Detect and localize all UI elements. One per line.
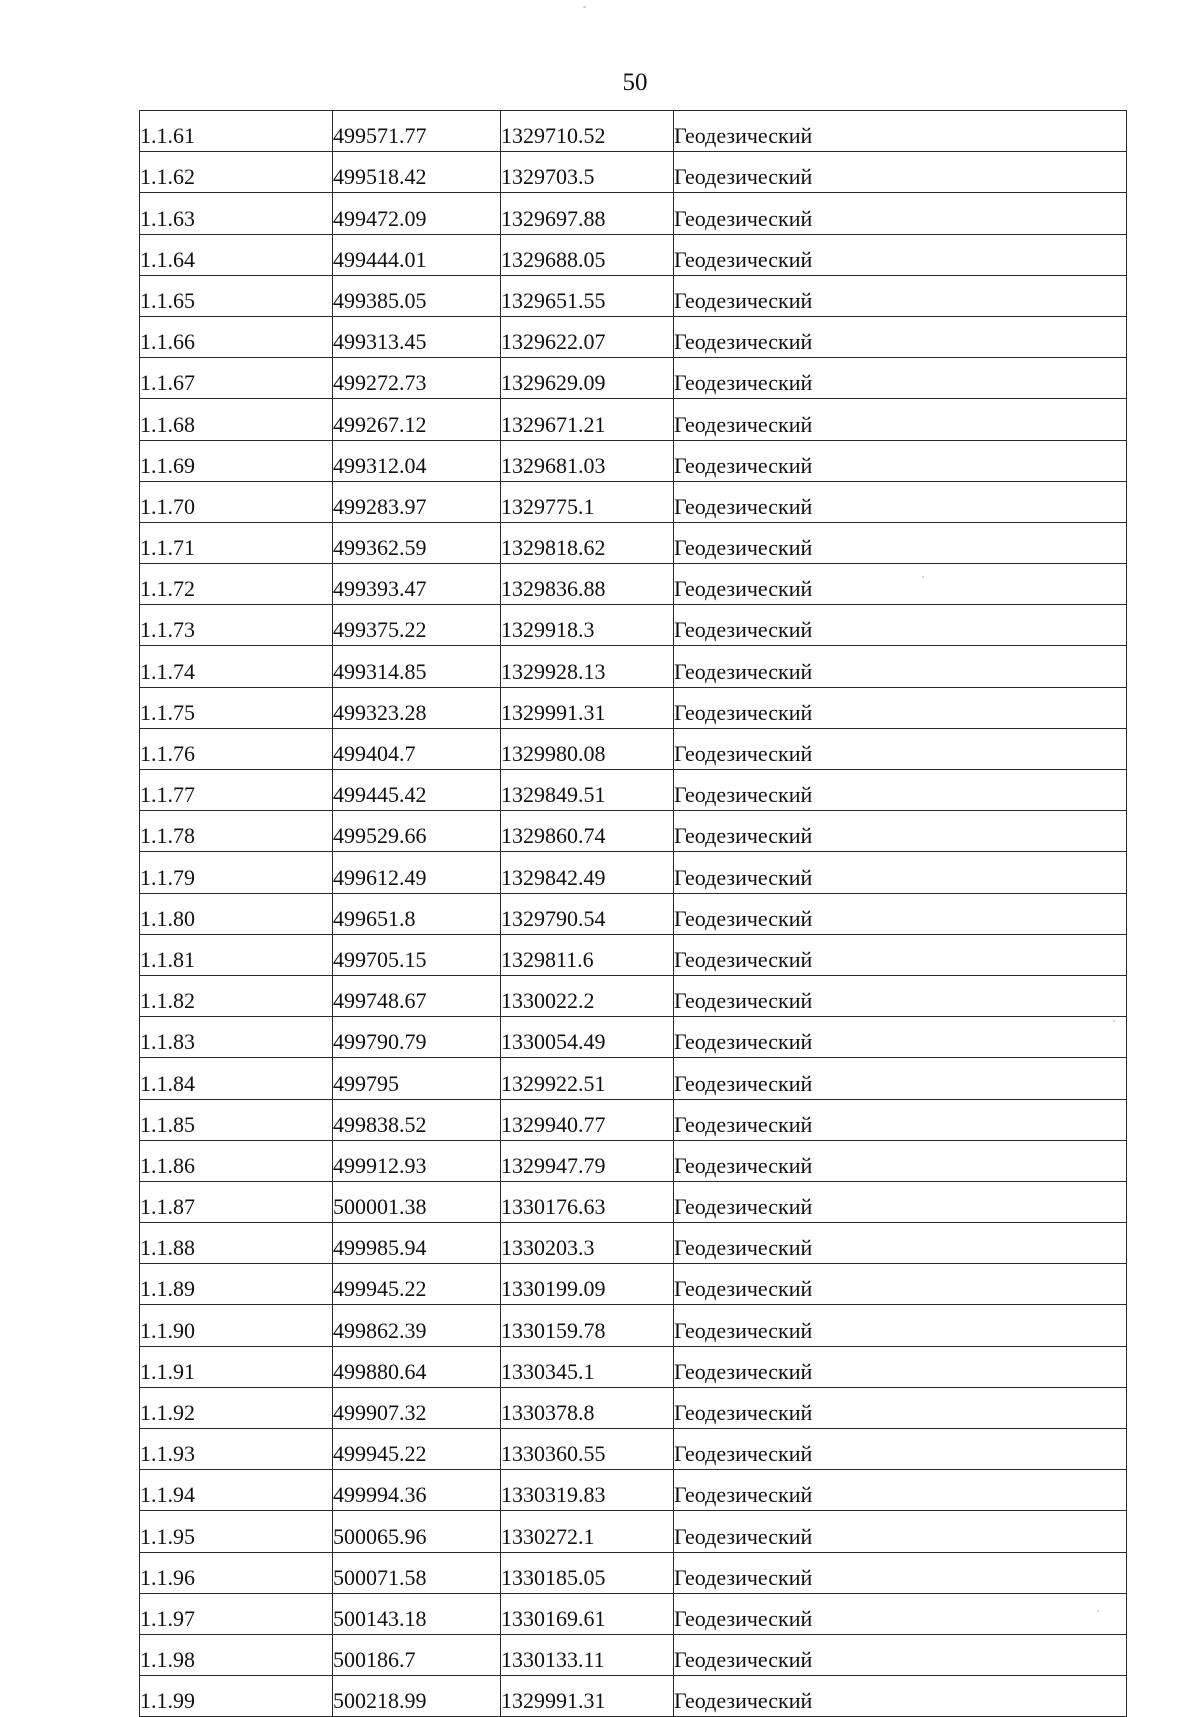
table-row [140,852,1127,893]
table-row [140,646,1127,687]
x-coordinate-cell: 499838.52 [333,1099,501,1140]
table-row [140,1676,1127,1717]
method-cell: Геодезический [674,1634,1127,1675]
x-coordinate-cell: 500001.38 [333,1181,501,1222]
method-cell: Геодезический [674,893,1127,934]
coordinates-table [139,110,1127,1717]
x-coordinate-cell: 499612.49 [333,852,501,893]
table-row [140,1470,1127,1511]
y-coordinate-cell: 1330272.1 [501,1511,674,1552]
point-number-cell: 1.1.85 [140,1099,333,1140]
point-number-cell: 1.1.68 [140,399,333,440]
table-row [140,1346,1127,1387]
point-number-cell: 1.1.87 [140,1181,333,1222]
point-number-cell: 1.1.62 [140,152,333,193]
x-coordinate-cell: 499472.09 [333,193,501,234]
point-number-cell: 1.1.71 [140,522,333,563]
x-coordinate-cell: 499312.04 [333,440,501,481]
method-cell: Геодезический [674,811,1127,852]
x-coordinate-cell: 500218.99 [333,1676,501,1717]
x-coordinate-cell: 499748.67 [333,975,501,1016]
x-coordinate-cell: 499272.73 [333,358,501,399]
point-number-cell: 1.1.63 [140,193,333,234]
table-row [140,1634,1127,1675]
point-number-cell: 1.1.72 [140,564,333,605]
x-coordinate-cell: 499862.39 [333,1305,501,1346]
scan-speck [922,576,924,578]
x-coordinate-cell: 500186.7 [333,1634,501,1675]
point-number-cell: 1.1.84 [140,1058,333,1099]
point-number-cell: 1.1.75 [140,687,333,728]
table-row [140,358,1127,399]
y-coordinate-cell: 1329775.1 [501,481,674,522]
table-row [140,1017,1127,1058]
table-row [140,1264,1127,1305]
point-number-cell: 1.1.99 [140,1676,333,1717]
y-coordinate-cell: 1329991.31 [501,687,674,728]
y-coordinate-cell: 1329703.5 [501,152,674,193]
x-coordinate-cell: 499385.05 [333,275,501,316]
method-cell: Геодезический [674,481,1127,522]
table-row [140,1140,1127,1181]
method-cell: Геодезический [674,1470,1127,1511]
table-row [140,1511,1127,1552]
x-coordinate-cell: 499907.32 [333,1387,501,1428]
method-cell: Геодезический [674,934,1127,975]
table-row [140,605,1127,646]
method-cell: Геодезический [674,1058,1127,1099]
y-coordinate-cell: 1330022.2 [501,975,674,1016]
x-coordinate-cell: 499362.59 [333,522,501,563]
y-coordinate-cell: 1330185.05 [501,1552,674,1593]
table-row [140,152,1127,193]
point-number-cell: 1.1.93 [140,1429,333,1470]
y-coordinate-cell: 1330054.49 [501,1017,674,1058]
point-number-cell: 1.1.67 [140,358,333,399]
scan-speck [1097,1610,1099,1612]
method-cell: Геодезический [674,275,1127,316]
x-coordinate-cell: 499283.97 [333,481,501,522]
method-cell: Геодезический [674,234,1127,275]
y-coordinate-cell: 1329947.79 [501,1140,674,1181]
y-coordinate-cell: 1329790.54 [501,893,674,934]
method-cell: Геодезический [674,728,1127,769]
table-row [140,1058,1127,1099]
x-coordinate-cell: 499790.79 [333,1017,501,1058]
point-number-cell: 1.1.97 [140,1593,333,1634]
method-cell: Геодезический [674,111,1127,152]
table-row [140,399,1127,440]
x-coordinate-cell: 499945.22 [333,1264,501,1305]
y-coordinate-cell: 1329710.52 [501,111,674,152]
y-coordinate-cell: 1330360.55 [501,1429,674,1470]
y-coordinate-cell: 1330345.1 [501,1346,674,1387]
method-cell: Геодезический [674,1346,1127,1387]
point-number-cell: 1.1.95 [140,1511,333,1552]
table-row [140,522,1127,563]
point-number-cell: 1.1.73 [140,605,333,646]
point-number-cell: 1.1.86 [140,1140,333,1181]
y-coordinate-cell: 1329860.74 [501,811,674,852]
method-cell: Геодезический [674,1017,1127,1058]
method-cell: Геодезический [674,770,1127,811]
x-coordinate-cell: 500065.96 [333,1511,501,1552]
point-number-cell: 1.1.69 [140,440,333,481]
table-row [140,1429,1127,1470]
x-coordinate-cell: 499571.77 [333,111,501,152]
table-row [140,440,1127,481]
table-row [140,1593,1127,1634]
x-coordinate-cell: 499444.01 [333,234,501,275]
y-coordinate-cell: 1329811.6 [501,934,674,975]
x-coordinate-cell: 499518.42 [333,152,501,193]
table-row [140,234,1127,275]
table-row [140,770,1127,811]
method-cell: Геодезический [674,687,1127,728]
x-coordinate-cell: 499267.12 [333,399,501,440]
x-coordinate-cell: 499651.8 [333,893,501,934]
method-cell: Геодезический [674,1223,1127,1264]
table-row [140,893,1127,934]
y-coordinate-cell: 1330199.09 [501,1264,674,1305]
y-coordinate-cell: 1330378.8 [501,1387,674,1428]
table-row [140,687,1127,728]
method-cell: Геодезический [674,1387,1127,1428]
x-coordinate-cell: 500143.18 [333,1593,501,1634]
x-coordinate-cell: 499994.36 [333,1470,501,1511]
method-cell: Геодезический [674,1099,1127,1140]
point-number-cell: 1.1.98 [140,1634,333,1675]
y-coordinate-cell: 1329928.13 [501,646,674,687]
table-row [140,1305,1127,1346]
x-coordinate-cell: 499945.22 [333,1429,501,1470]
table-row [140,275,1127,316]
method-cell: Геодезический [674,605,1127,646]
point-number-cell: 1.1.66 [140,316,333,357]
y-coordinate-cell: 1329980.08 [501,728,674,769]
x-coordinate-cell: 499323.28 [333,687,501,728]
method-cell: Геодезический [674,522,1127,563]
y-coordinate-cell: 1329622.07 [501,316,674,357]
method-cell: Геодезический [674,1305,1127,1346]
y-coordinate-cell: 1329681.03 [501,440,674,481]
x-coordinate-cell: 499795 [333,1058,501,1099]
point-number-cell: 1.1.79 [140,852,333,893]
table-row [140,934,1127,975]
y-coordinate-cell: 1330169.61 [501,1593,674,1634]
table-row [140,1552,1127,1593]
point-number-cell: 1.1.83 [140,1017,333,1058]
y-coordinate-cell: 1329836.88 [501,564,674,605]
point-number-cell: 1.1.81 [140,934,333,975]
y-coordinate-cell: 1330176.63 [501,1181,674,1222]
method-cell: Геодезический [674,399,1127,440]
table-row [140,481,1127,522]
method-cell: Геодезический [674,1181,1127,1222]
x-coordinate-cell: 500071.58 [333,1552,501,1593]
x-coordinate-cell: 499404.7 [333,728,501,769]
point-number-cell: 1.1.70 [140,481,333,522]
point-number-cell: 1.1.64 [140,234,333,275]
method-cell: Геодезический [674,646,1127,687]
method-cell: Геодезический [674,564,1127,605]
point-number-cell: 1.1.77 [140,770,333,811]
y-coordinate-cell: 1329651.55 [501,275,674,316]
point-number-cell: 1.1.82 [140,975,333,1016]
point-number-cell: 1.1.96 [140,1552,333,1593]
y-coordinate-cell: 1329688.05 [501,234,674,275]
method-cell: Геодезический [674,358,1127,399]
point-number-cell: 1.1.92 [140,1387,333,1428]
table-row [140,1223,1127,1264]
method-cell: Геодезический [674,440,1127,481]
point-number-cell: 1.1.74 [140,646,333,687]
y-coordinate-cell: 1329671.21 [501,399,674,440]
method-cell: Геодезический [674,852,1127,893]
scan-speck [1113,1020,1115,1022]
point-number-cell: 1.1.88 [140,1223,333,1264]
point-number-cell: 1.1.89 [140,1264,333,1305]
y-coordinate-cell: 1329918.3 [501,605,674,646]
y-coordinate-cell: 1329629.09 [501,358,674,399]
point-number-cell: 1.1.94 [140,1470,333,1511]
method-cell: Геодезический [674,1264,1127,1305]
x-coordinate-cell: 499985.94 [333,1223,501,1264]
x-coordinate-cell: 499393.47 [333,564,501,605]
scan-speck [583,6,586,8]
point-number-cell: 1.1.78 [140,811,333,852]
method-cell: Геодезический [674,975,1127,1016]
x-coordinate-cell: 499705.15 [333,934,501,975]
table-row [140,1181,1127,1222]
x-coordinate-cell: 499880.64 [333,1346,501,1387]
method-cell: Геодезический [674,316,1127,357]
coordinates-table-body [140,111,1127,1717]
y-coordinate-cell: 1330203.3 [501,1223,674,1264]
table-row [140,975,1127,1016]
method-cell: Геодезический [674,1676,1127,1717]
table-row [140,811,1127,852]
page-number: 50 [622,69,648,96]
x-coordinate-cell: 499313.45 [333,316,501,357]
y-coordinate-cell: 1330133.11 [501,1634,674,1675]
y-coordinate-cell: 1330159.78 [501,1305,674,1346]
table-row [140,564,1127,605]
method-cell: Геодезический [674,1552,1127,1593]
x-coordinate-cell: 499529.66 [333,811,501,852]
point-number-cell: 1.1.80 [140,893,333,934]
y-coordinate-cell: 1329818.62 [501,522,674,563]
point-number-cell: 1.1.76 [140,728,333,769]
x-coordinate-cell: 499912.93 [333,1140,501,1181]
y-coordinate-cell: 1329697.88 [501,193,674,234]
point-number-cell: 1.1.91 [140,1346,333,1387]
y-coordinate-cell: 1329922.51 [501,1058,674,1099]
y-coordinate-cell: 1329991.31 [501,1676,674,1717]
point-number-cell: 1.1.90 [140,1305,333,1346]
x-coordinate-cell: 499314.85 [333,646,501,687]
x-coordinate-cell: 499375.22 [333,605,501,646]
table-row [140,1099,1127,1140]
method-cell: Геодезический [674,193,1127,234]
table-row [140,728,1127,769]
method-cell: Геодезический [674,1140,1127,1181]
y-coordinate-cell: 1329940.77 [501,1099,674,1140]
table-row [140,193,1127,234]
y-coordinate-cell: 1329842.49 [501,852,674,893]
table-row [140,316,1127,357]
x-coordinate-cell: 499445.42 [333,770,501,811]
table-row [140,111,1127,152]
y-coordinate-cell: 1330319.83 [501,1470,674,1511]
table-row [140,1387,1127,1428]
method-cell: Геодезический [674,1429,1127,1470]
point-number-cell: 1.1.65 [140,275,333,316]
y-coordinate-cell: 1329849.51 [501,770,674,811]
method-cell: Геодезический [674,1511,1127,1552]
method-cell: Геодезический [674,152,1127,193]
point-number-cell: 1.1.61 [140,111,333,152]
method-cell: Геодезический [674,1593,1127,1634]
